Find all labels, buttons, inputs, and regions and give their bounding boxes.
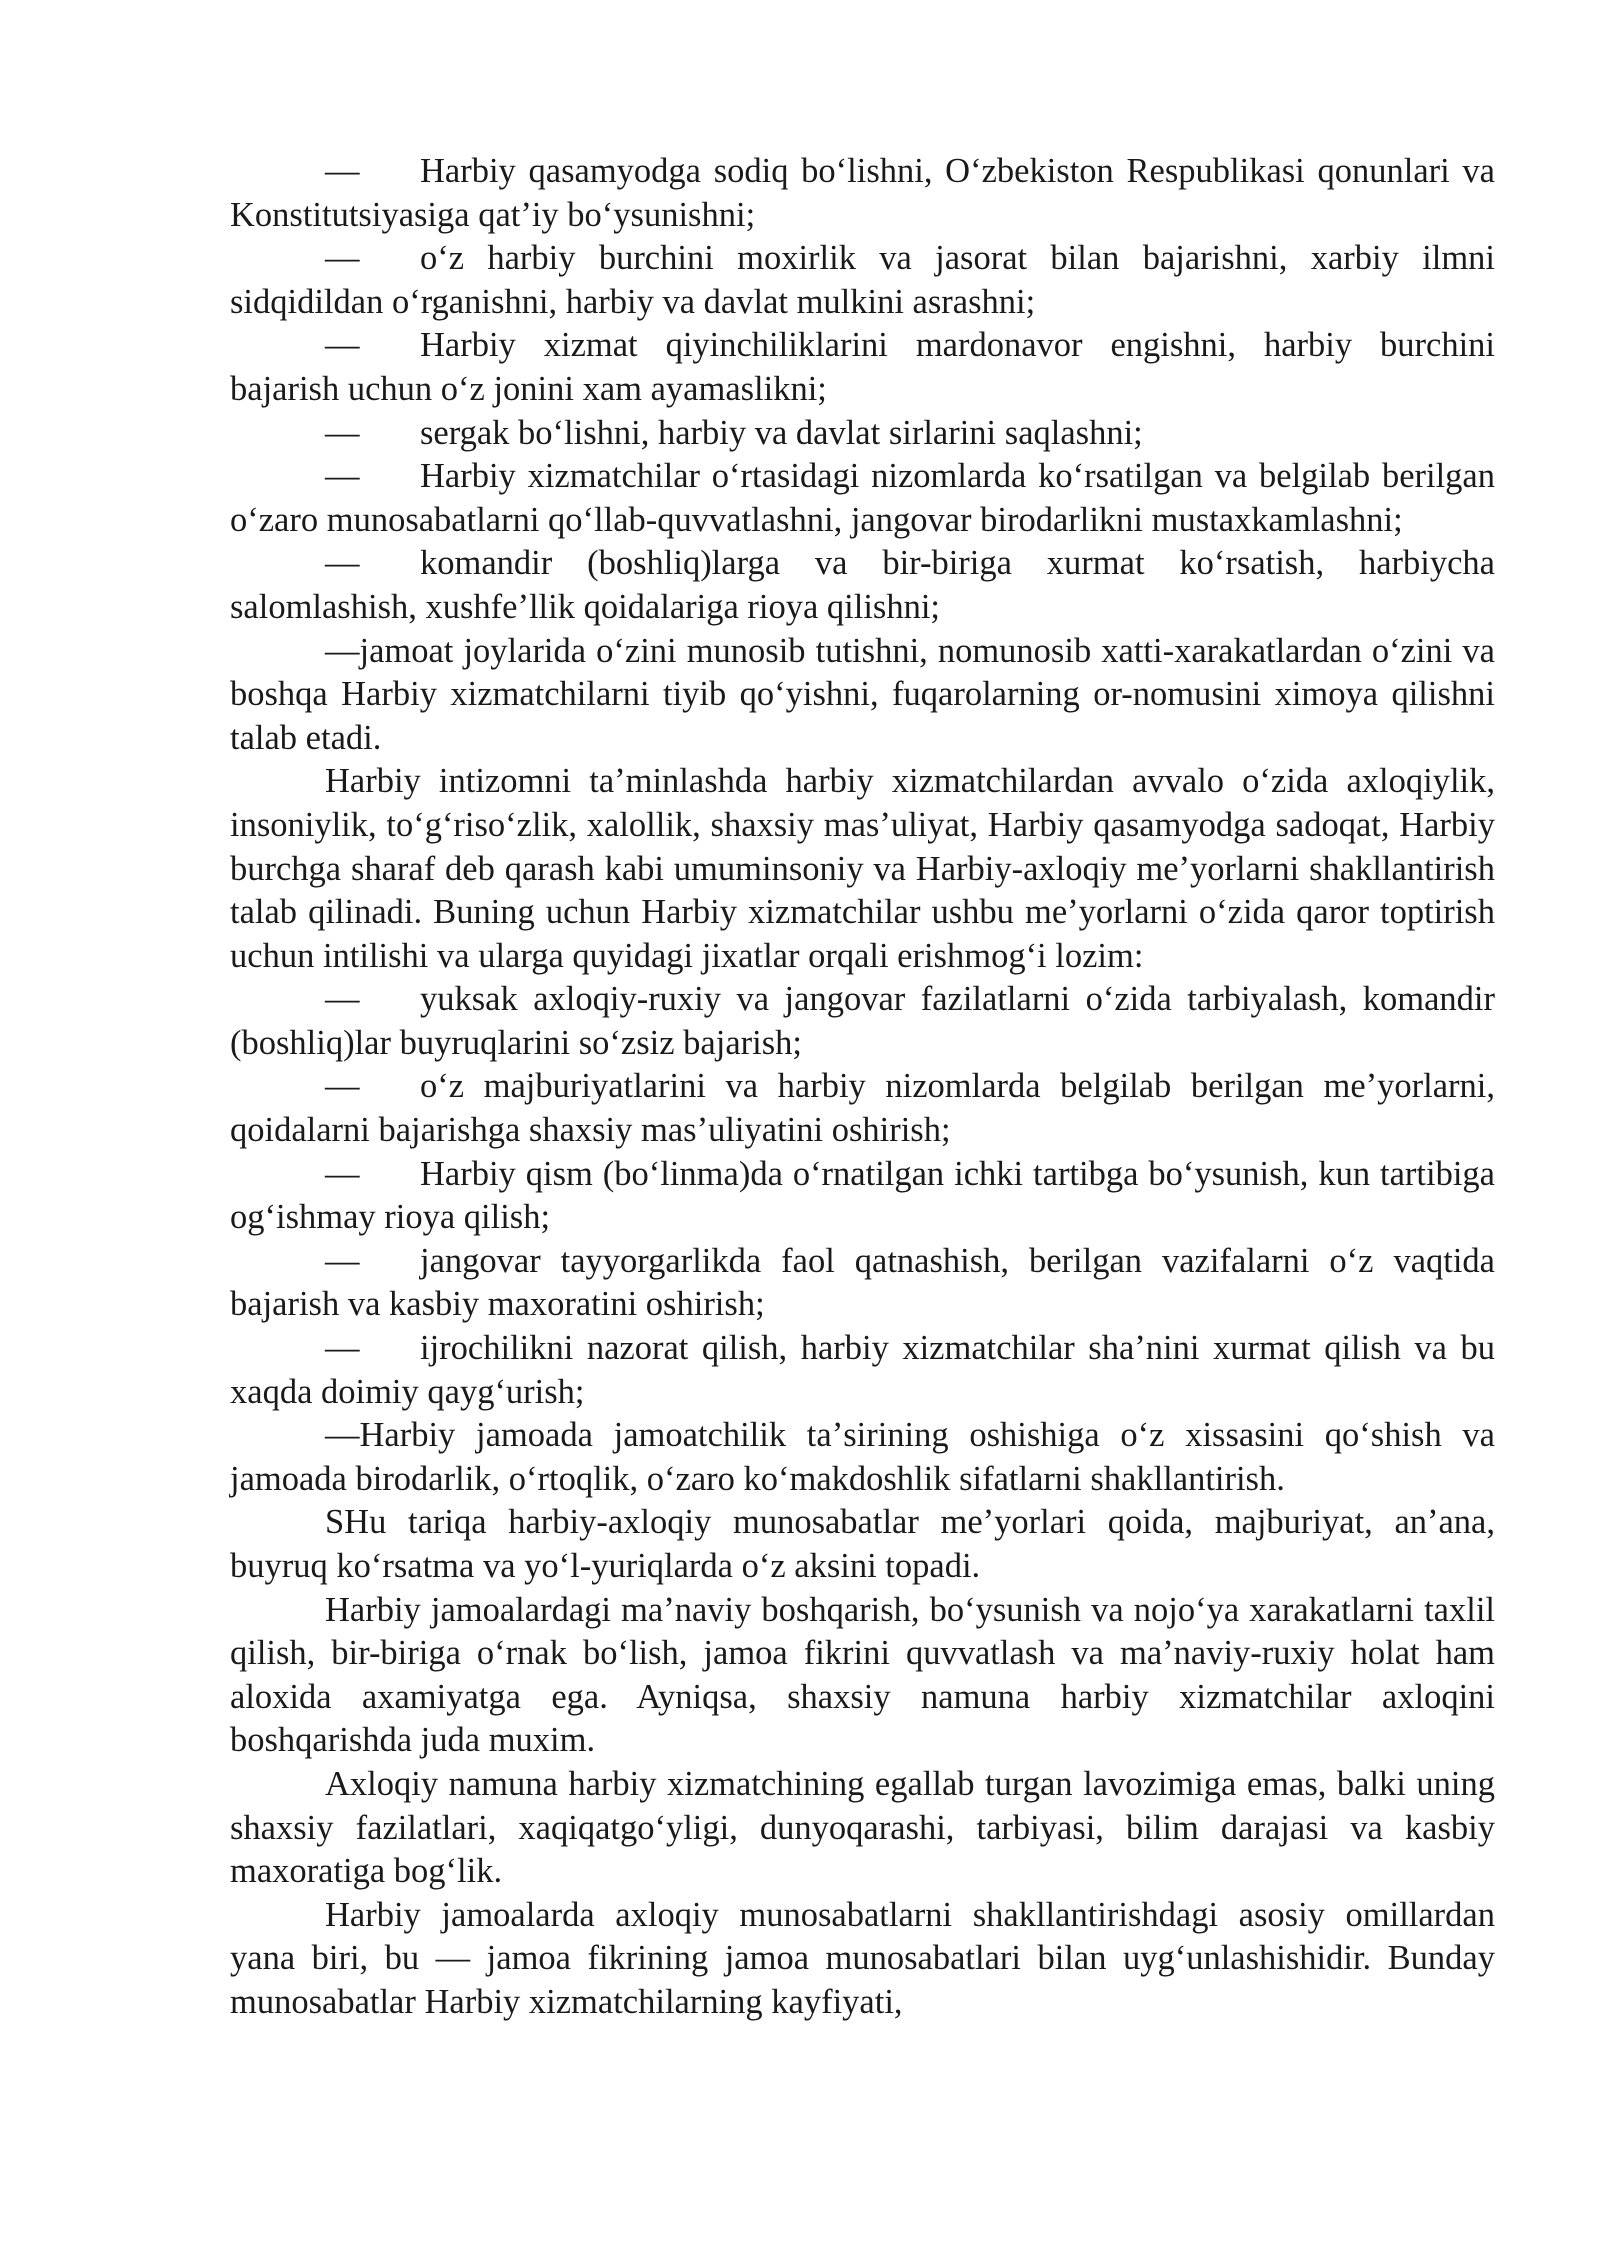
paragraph: Harbiy jamoalardagi maʼnaviy boshqarish, boʻysunish va nojoʻya xarakatlarni taxlil qilish, bir-biriga oʻrnak boʻlish, jamoa fikrini quvvatlash va maʼnaviy-ruxiy holat ham aloxida axamiyatga ega. Ayniqsa, shaxsiy namuna harbiy xizmatchilar axloqini boshqarishda juda muxim.: [230, 1590, 1495, 1760]
list-item-tight: —jamoat joylarida oʻzini munosib tutishni, nomunosib xatti-xarakatlardan oʻzini va boshqa Harbiy xizmatchilarni tiyib qoʻyishni, fuqarolarning or-nomusini ximoya qilishni talab etadi.: [230, 631, 1495, 757]
list-item: [230, 237, 1495, 324]
list-item: [230, 1153, 1495, 1240]
list-dash: —: [325, 239, 360, 278]
list-dash: —: [325, 1067, 360, 1106]
list-dash: —: [325, 544, 360, 583]
list-item-text: oʻz harbiy burchini moxirlik va jasorat bilan bajarishni, xarbiy ilmni sidqidildan oʻrganishni, harbiy va davlat mulkini asrashni;: [230, 239, 1495, 321]
list-item: [230, 455, 1495, 542]
list-item-text: Harbiy xizmat qiyinchiliklarini mardonavor engishni, harbiy burchini bajarish uchun oʻz jonini xam ayamaslikni;: [230, 326, 1495, 408]
list-item: [230, 150, 1495, 237]
list-item: [230, 1065, 1495, 1152]
list-item-tight: —Harbiy jamoada jamoatchilik taʼsirining oshishiga oʻz xissasini qoʻshish va jamoada birodarlik, oʻrtoqlik, oʻzaro koʻmakdoshlik sifatlarni shakllantirish.: [230, 1416, 1495, 1498]
list-item-text: ijrochilikni nazorat qilish, harbiy xizmatchilar shaʼnini xurmat qilish va bu xaqda doimiy qaygʻurish;: [230, 1329, 1495, 1411]
list-item-text: yuksak axloqiy-ruxiy va jangovar fazilatlarni oʻzida tarbiyalash, komandir (boshliq)lar buyruqlarini soʻzsiz bajarish;: [230, 980, 1495, 1062]
paragraph: SHu tariqa harbiy-axloqiy munosabatlar meʼyorlari qoida, majburiyat, anʼana, buyruq koʻrsatma va yoʻl-yuriqlarda oʻz aksini topadi.: [230, 1503, 1495, 1585]
list-item: [230, 1240, 1495, 1327]
list-item-text: komandir (boshliq)larga va bir-biriga xurmat koʻrsatish, harbiycha salomlashish, xushfeʼllik qoidalariga rioya qilishni;: [230, 544, 1495, 626]
paragraph: Harbiy intizomni taʼminlashda harbiy xizmatchilardan avvalo oʻzida axloqiylik, insoniylik, toʻgʻrisoʻzlik, xalollik, shaxsiy masʼuliyat, Harbiy qasamyodga sadoqat, Harbiy burchga sharaf deb qarash kabi umuminsoniy va Harbiy-axloqiy meʼyorlarni shakllantirish talab qilinadi. Buning uchun Harbiy xizmatchilar ushbu meʼyorlarni oʻzida qaror toptirish uchun intilishi va ularga quyidagi jixatlar orqali erishmogʻi lozim:: [230, 762, 1495, 975]
list-item-text: Harbiy qasamyodga sodiq boʻlishni, Oʻzbekiston Respublikasi qonunlari va Konstitutsiyasiga qatʼiy boʻysunishni;: [230, 152, 1495, 234]
list-item-text: Harbiy xizmatchilar oʻrtasidagi nizomlarda koʻrsatilgan va belgilab berilgan oʻzaro munosabatlarni qoʻllab-quvvatlashni, jangovar birodarlikni mustaxkamlashni;: [230, 457, 1495, 539]
list-item-text: sergak boʻlishni, harbiy va davlat sirlarini saqlashni;: [420, 413, 1143, 452]
paragraph: Axloqiy namuna harbiy xizmatchining egallab turgan lavozimiga emas, balki uning shaxsiy fazilatlari, xaqiqatgoʻyligi, dunyoqarashi, tarbiyasi, bilim darajasi va kasbiy maxoratiga bogʻlik.: [230, 1764, 1495, 1891]
list-dash: —: [325, 413, 360, 452]
list-item: [230, 1327, 1495, 1414]
list-item-text: Harbiy qism (boʻlinma)da oʻrnatilgan ichki tartibga boʻysunish, kun tartibiga ogʻishmay rioya qilish;: [230, 1154, 1495, 1237]
list-dash: —: [325, 1154, 360, 1193]
list-dash: —: [325, 457, 360, 496]
list-dash: —: [325, 152, 360, 190]
list-item-text: oʻz majburiyatlarini va harbiy nizomlarda belgilab berilgan meʼyorlarni, qoidalarni bajarishga shaxsiy masʼuliyatini oshirish;: [230, 1067, 1495, 1150]
list-item-text: jangovar tayyorgarlikda faol qatnashish, berilgan vazifalarni oʻz vaqtida bajarish va kasbiy maxoratini oshirish;: [230, 1241, 1495, 1324]
list-dash: —: [325, 1329, 360, 1368]
list-item: [230, 978, 1495, 1065]
list-item: [230, 412, 1495, 456]
list-item: [230, 324, 1495, 411]
list-item: [230, 542, 1495, 629]
list-dash: —: [325, 326, 360, 365]
paragraph: Harbiy jamoalarda axloqiy munosabatlarni shakllantirishdagi asosiy omillardan yana biri, bu — jamoa fikrining jamoa munosabatlari bilan uygʻunlashishidir. Bunday munosabatlar Harbiy xizmatchilarning kayfiyati,: [230, 1895, 1495, 2021]
list-dash: —: [325, 980, 360, 1019]
document-page: [230, 150, 1495, 2025]
list-dash: —: [325, 1241, 360, 1280]
